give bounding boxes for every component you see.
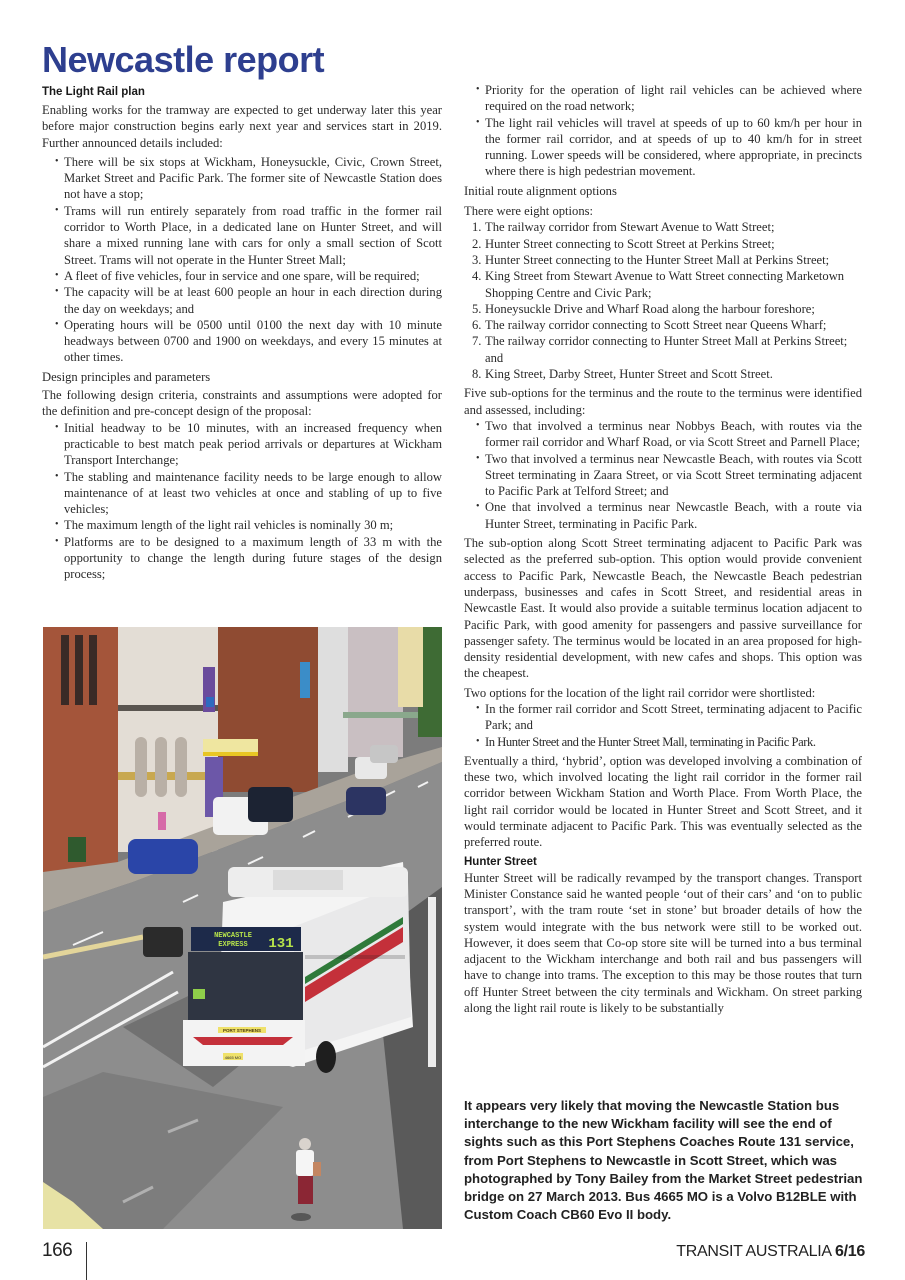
bus-photograph bbox=[43, 627, 442, 1229]
list-item: • The maximum length of the light rail vehicles is nominally 30 m; bbox=[42, 517, 442, 533]
list-item: 5. Honeysuckle Drive and Wharf Road along the harbour foreshore; bbox=[472, 301, 815, 316]
svg-text:EXPRESS: EXPRESS bbox=[218, 941, 248, 949]
list-item: • In Hunter Street and the Hunter Street Mall, terminating in Pacific Park. bbox=[464, 734, 862, 750]
shortlist-intro: Two options for the location of the light rail corridor were shortlisted: bbox=[464, 685, 816, 700]
list-item: • Two that involved a terminus near Nobbys Beach, with routes via the former rail corridor and Wharf Road, or via Scott Street and Parnell Place; bbox=[464, 418, 862, 451]
list-item: • A fleet of five vehicles, four in service and one spare, will be required; bbox=[42, 268, 442, 284]
options-intro: There were eight options: bbox=[464, 204, 594, 219]
list-item: • The stabling and maintenance facility needs to be large enough to allow maintenance of at least two vehicles at once and stabling of up to five vehicles; bbox=[42, 469, 442, 518]
section-heading-design-principles: Design principles and parameters bbox=[42, 369, 211, 384]
list-item: • One that involved a terminus near Newcastle Beach, with a route via Hunter Street, terminating in Pacific Park. bbox=[464, 499, 862, 532]
photo-caption: It appears very likely that moving the Newcastle Station bus interchange to the new Wickham facility will see the end of sights such as this Port Stephens Coaches Route 131 service, from Port Stephens to Newcastle in Scott Street, which was photographed by Tony Bailey from the Market Street pedestrian bridge on 27 March 2013. Bus 4665 MO is a Volvo B12BLE with Custom Coach CB60 Evo II body. bbox=[464, 1098, 863, 1223]
preferred-suboption-paragraph: The sub-option along Scott Street terminating adjacent to Pacific Park was selected as the preferred sub-option. This option would provide convenient access to Pacific Park, Newcastle Beach, the Newcastle Beach pedestrian underpass, businesses and cafes in Scott Street, and residential areas in Newcastle East. It would also provide a suitable terminus location adjacent to Pacific Park, with good amenity for passengers and passive surveillance for passenger safety. The terminus would be located in an area proposed for high-density residential development, with new cafes and shops. This option was the cheapest. bbox=[464, 536, 862, 681]
issue-number: 6/16 bbox=[835, 1243, 865, 1260]
list-item: • Priority for the operation of light rail vehicles can be achieved where required on the road network; bbox=[464, 82, 862, 115]
footer-divider bbox=[86, 1242, 87, 1280]
list-item: • Operating hours will be 0500 until 0100 the next day with 10 minute headways between 0700 and 1900 on weekdays, and every 15 minutes at other times. bbox=[42, 317, 442, 366]
list-item: • Platforms are to be designed to a maximum length of 33 m with the opportunity to change the length during future stages of the design process; bbox=[42, 534, 442, 583]
intro-paragraph: Enabling works for the tramway are expected to get underway later this year before major construction begins early next year and services start in 2019. Further announced details included: bbox=[42, 103, 442, 150]
list-item: • In the former rail corridor and Scott Street, terminating adjacent to Pacific Park; and bbox=[464, 701, 862, 734]
shortlist-list bbox=[464, 701, 862, 750]
hunter-street-paragraph: Hunter Street will be radically revamped by the transport changes. Transport Minister Constance said he wanted people ‘out of their cars’ and ‘on to public transport’, with the tram route ‘set in stone’ but broader details of how the system would integrate with the bus network were still to be worked out. However, it does seem that Co-op store site will be turned into a bus terminal adjacent to the Wickham interchange and both rail and bus passengers will have to change into trams. The exception to this may be those routes that turn off Hunter Street between the city terminals and Wickham. On street parking along the light rail route is likely to be substantially bbox=[464, 870, 862, 1016]
street-scene-image bbox=[43, 627, 442, 1229]
list-item: 3. Hunter Street connecting to the Hunter Street Mall at Perkins Street; bbox=[472, 252, 830, 267]
hybrid-option-paragraph: Eventually a third, ‘hybrid’, option was developed involving a combination of these two, which involved locating the light rail corridor in the former rail corridor between Wickham Station and Worth Place. From Worth Place, the light rail corridor would be located in Hunter Street and Scott Street, and it would terminate adjacent to Pacific Park. This was eventually selected as the preferred route. bbox=[464, 753, 862, 850]
light-rail-details-list bbox=[42, 154, 442, 366]
list-item: 7. The railway corridor connecting to Hunter Street Mall at Perkins Street; and bbox=[472, 334, 848, 365]
svg-text:NEWCASTLE: NEWCASTLE bbox=[214, 932, 252, 940]
list-item: 4. King Street from Stewart Avenue to Watt Street connecting Marketown Shopping Centre and Civic Park; bbox=[472, 269, 845, 300]
design-criteria-continued-list bbox=[464, 82, 862, 180]
suboptions-intro: Five sub-options for the terminus and the route to the terminus were identified and assessed, including: bbox=[464, 386, 862, 417]
svg-text:4665 MO: 4665 MO bbox=[224, 1055, 242, 1060]
section-heading-hunter-street: Hunter Street bbox=[464, 855, 537, 868]
left-column bbox=[42, 84, 442, 586]
svg-text:PORT STEPHENS: PORT STEPHENS bbox=[222, 1028, 262, 1033]
suboptions-list bbox=[464, 418, 862, 532]
page-title: Newcastle report bbox=[42, 39, 325, 80]
list-item: • Two that involved a terminus near Newcastle Beach, with routes via Scott Street terminating in Zaara Street, or via Scott Street terminating adjacent to Pacific Park at Telford Street; and bbox=[464, 451, 862, 500]
list-item: 8. King Street, Darby Street, Hunter Street and Scott Street. bbox=[472, 367, 773, 382]
list-item: 2. Hunter Street connecting to Scott Street at Perkins Street; bbox=[472, 236, 775, 251]
route-options-list bbox=[464, 219, 862, 382]
list-item: 6. The railway corridor connecting to Scott Street near Queens Wharf; bbox=[472, 318, 827, 333]
list-item: • The light rail vehicles will travel at speeds of up to 60 km/h per hour in the former rail corridor, and at speeds of up to 40 km/h for in street running. Lower speeds will be considered, where appropriate, in precincts where there is high pedestrian movement. bbox=[464, 115, 862, 180]
list-item: • The capacity will be at least 600 people an hour in each direction during the day on weekdays; and bbox=[42, 284, 442, 317]
list-item: 1. The railway corridor from Stewart Avenue to Watt Street; bbox=[472, 220, 775, 235]
list-item: • There will be six stops at Wickham, Honeysuckle, Civic, Crown Street, Market Street and Pacific Park. The former site of Newcastle Station does not have a stop; bbox=[42, 154, 442, 203]
list-item: • Initial headway to be 10 minutes, with an increased frequency when practicable to best match peak period arrivals or departures at Wickham Transport Interchange; bbox=[42, 420, 442, 469]
design-criteria-list bbox=[42, 420, 442, 583]
right-column bbox=[464, 84, 862, 1019]
svg-text:131: 131 bbox=[268, 936, 294, 952]
list-item: • Trams will run entirely separately from road traffic in the former rail corridor to Worth Place, in a dedicated lane on Hunter Street, and will share a mixed running lane with cars for only a small section of Scott Street. Trams will not operate in the Hunter Street Mall; bbox=[42, 203, 442, 268]
section-heading-route-options: Initial route alignment options bbox=[464, 183, 617, 198]
publication-footer bbox=[676, 1243, 865, 1261]
design-intro-paragraph: The following design criteria, constraints and assumptions were adopted for the definition and pre-concept design of the proposal: bbox=[42, 388, 442, 419]
section-heading-light-rail-plan: The Light Rail plan bbox=[42, 86, 145, 98]
publication-name: TRANSIT AUSTRALIA bbox=[676, 1243, 831, 1260]
page-number: 166 bbox=[42, 1240, 73, 1261]
